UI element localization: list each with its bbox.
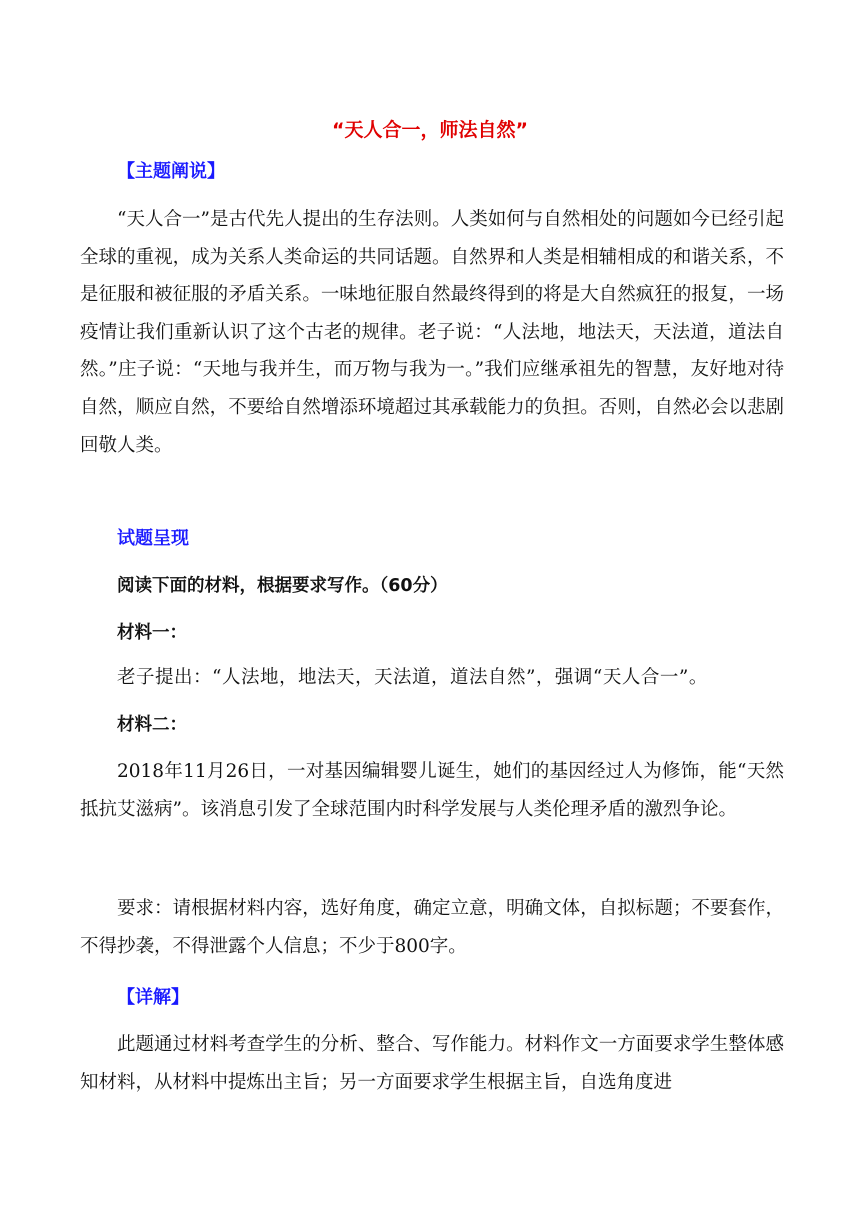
material2-label: 材料二： (117, 715, 187, 735)
analysis-text: 此题通过材料考查学生的分析、整合、写作能力。材料作文一方面要求学生整体感知材料，从材料中提炼出主旨；另一方面要求学生根据主旨，自选角度进 (80, 1034, 784, 1093)
document-title: “天人合一，师法自然” (332, 119, 528, 141)
instruction-text: 阅读下面的材料，根据要求写作。（60分） (117, 576, 448, 596)
theme-paragraph: “天人合一”是古代先人提出的生存法则。人类如何与自然相处的问题如今已经引起全球的重视，成为关系人类命运的共同话题。自然界和人类是相辅相成的和谐关系，不是征服和被征服的矛盾关系。一味地征服自然最终得到的将是大自然疯狂的报复，一场疫情让我们重新认识了这个古老的规律。老子说：“人法地，地法天，天法道，道法自然。”庄子说：“天地与我并生，而万物与我为一。”我们应继承祖先的智慧，友好地对待自然，顺应自然，不要给自然增添环境超过其承载能力的负担。否则，自然必会以悲剧回敬人类。 (80, 209, 784, 456)
material1-text: 老子提出：“人法地，地法天，天法道，道法自然”，强调“天人合一”。 (117, 667, 708, 688)
requirement-text: 要求：请根据材料内容，选好角度，确定立意，明确文体，自拟标题；不要套作，不得抄袭，不得泄露个人信息；不少于800字。 (80, 898, 784, 957)
material1-label: 材料一： (117, 623, 187, 643)
question-heading: 试题呈现 (117, 528, 189, 549)
analysis-heading: 【详解】 (117, 987, 189, 1008)
material2-text: 2018年11月26日，一对基因编辑婴儿诞生，她们的基因经过人为修饰，能“天然抵抗艾滋病”。该消息引发了全球范围内时科学发展与人类伦理矛盾的激烈争论。 (80, 761, 784, 820)
theme-heading: 【主题阐说】 (117, 161, 225, 182)
